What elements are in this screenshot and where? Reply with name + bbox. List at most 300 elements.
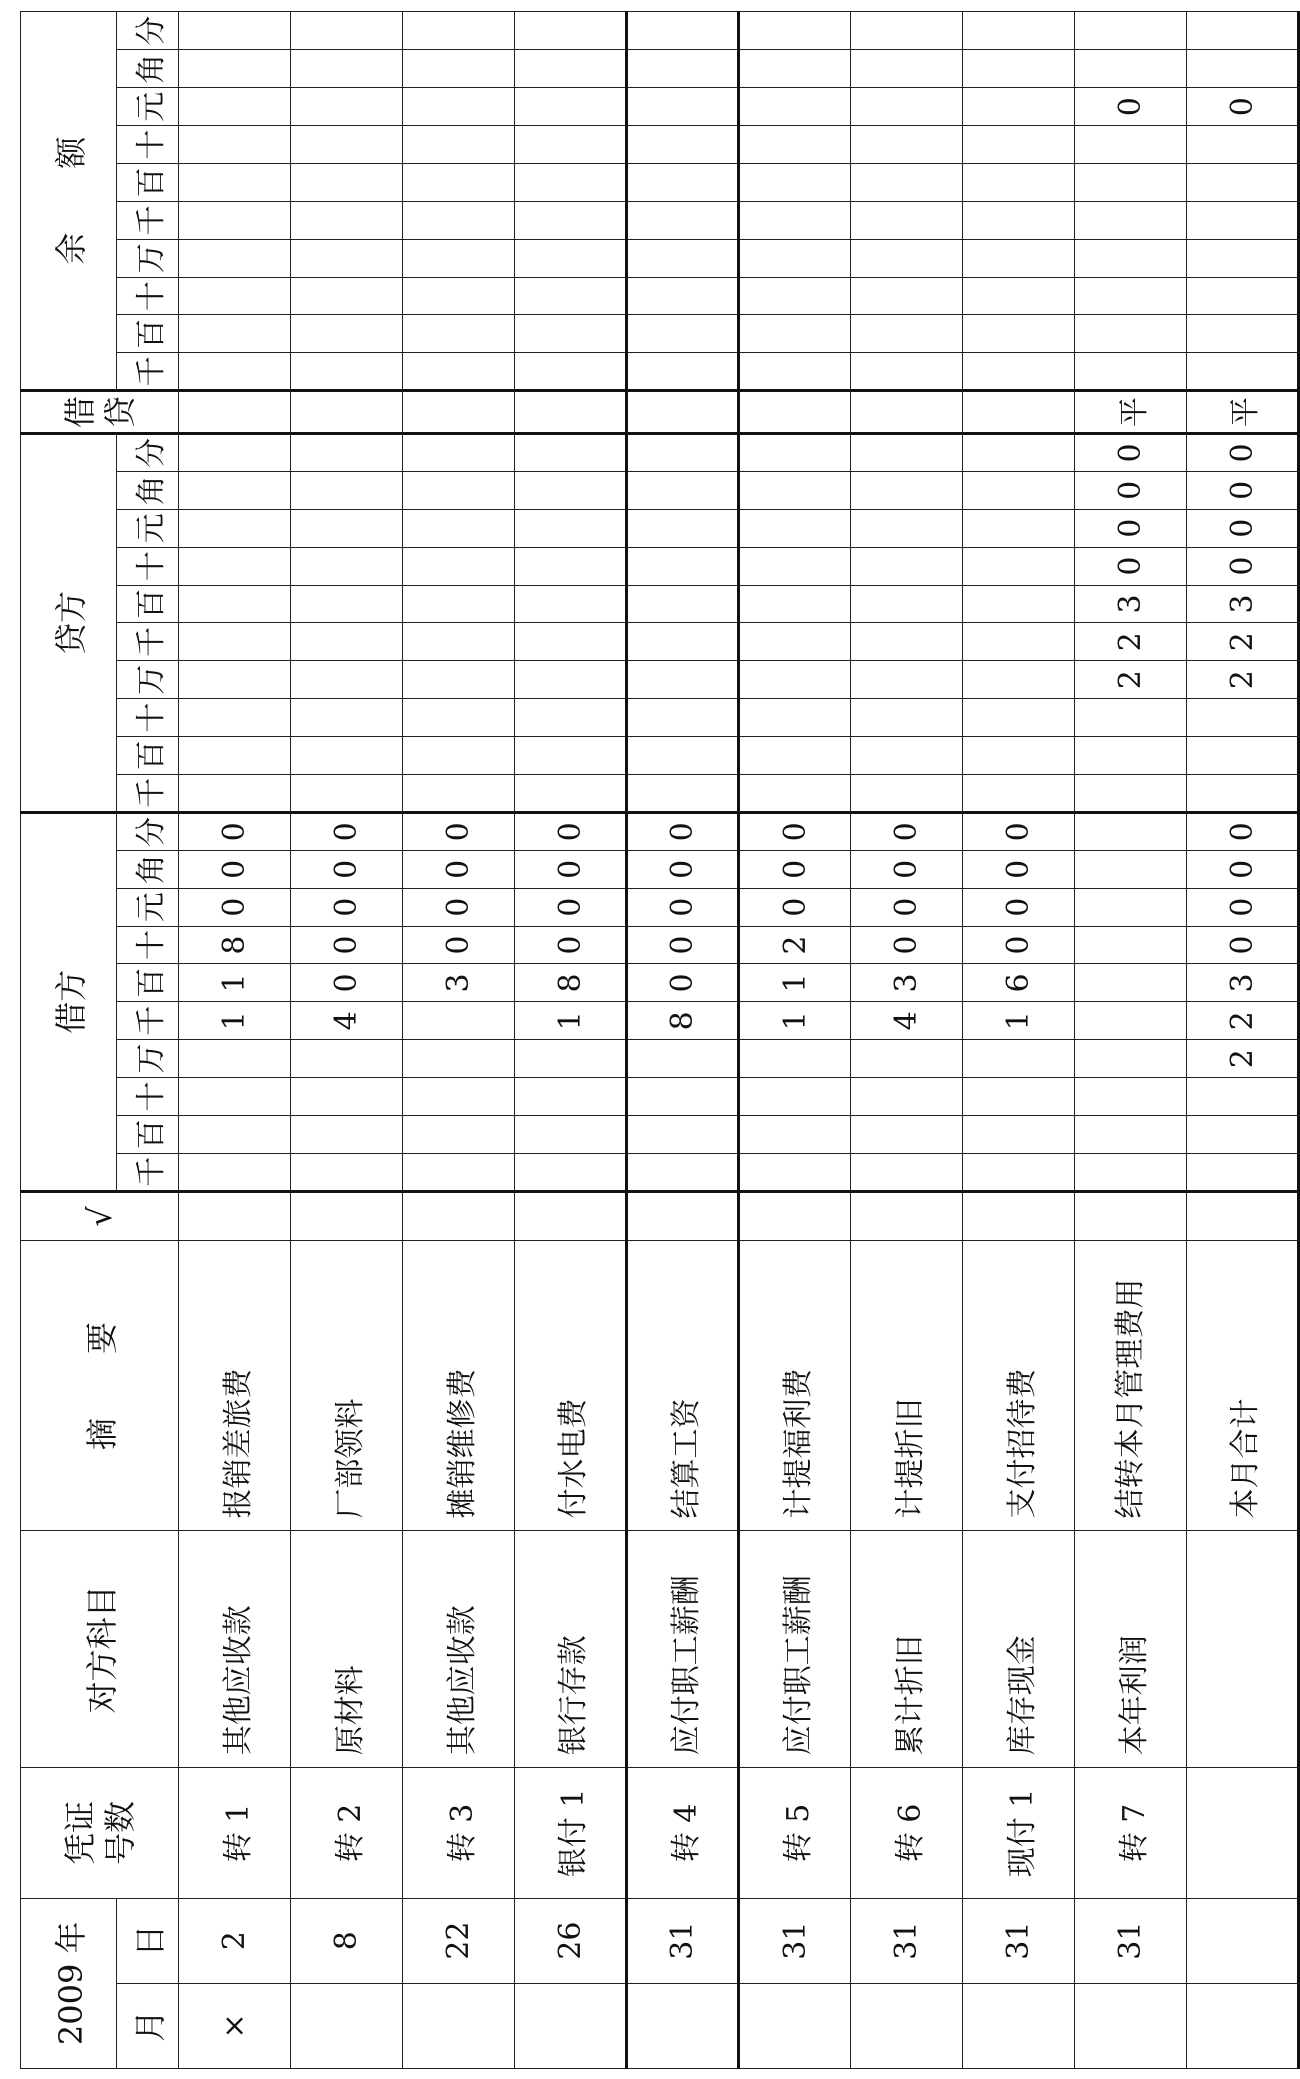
row-debit-digit: 4 — [851, 1002, 963, 1040]
row-day: 22 — [403, 1898, 515, 1983]
balance-unit-2: 十 — [117, 277, 179, 315]
ledger-row — [403, 12, 515, 2069]
row-balance-digit — [403, 239, 515, 277]
row-balance-digit — [403, 12, 515, 50]
row-debit-digit: 1 — [515, 1002, 627, 1040]
row-debit-digit: 8 — [515, 964, 627, 1002]
row-credit-digit — [515, 774, 627, 812]
row-credit-digit: 0 — [1075, 509, 1187, 547]
row-direction: 平 — [1075, 391, 1187, 434]
row-balance-digit — [627, 277, 739, 315]
row-day: 2 — [179, 1898, 291, 1983]
row-debit-digit: 0 — [1187, 926, 1299, 964]
row-balance-digit — [291, 50, 403, 88]
row-credit-digit — [851, 585, 963, 623]
row-debit-digit — [403, 1078, 515, 1116]
row-debit-digit — [1075, 1153, 1187, 1191]
row-debit-digit — [1187, 1153, 1299, 1191]
row-debit-digit — [179, 1153, 291, 1191]
row-day: 8 — [291, 1898, 403, 1983]
row-check — [739, 1191, 851, 1241]
row-day: 31 — [963, 1898, 1075, 1983]
row-balance-digit — [291, 315, 403, 353]
row-debit-digit — [1075, 850, 1187, 888]
credit-unit-0: 千 — [117, 774, 179, 812]
row-balance-digit — [1075, 12, 1187, 50]
row-balance-digit — [1075, 239, 1187, 277]
row-debit-digit — [627, 1040, 739, 1078]
debit-unit-9: 分 — [117, 812, 179, 850]
row-balance-digit — [963, 277, 1075, 315]
row-debit-digit: 0 — [627, 964, 739, 1002]
row-debit-digit: 0 — [963, 888, 1075, 926]
credit-unit-2: 十 — [117, 699, 179, 737]
row-credit-digit — [851, 547, 963, 585]
row-day — [1187, 1898, 1299, 1983]
credit-unit-5: 百 — [117, 585, 179, 623]
row-debit-digit: 6 — [963, 964, 1075, 1002]
row-balance-digit — [739, 50, 851, 88]
row-debit-digit — [627, 1153, 739, 1191]
row-summary: 计提福利费 — [739, 1241, 851, 1531]
row-balance-digit — [179, 50, 291, 88]
row-debit-digit: 0 — [403, 888, 515, 926]
row-credit-digit — [851, 737, 963, 775]
row-credit-digit — [291, 433, 403, 471]
row-balance-digit — [1187, 126, 1299, 164]
year-header: 2009 年 — [21, 1898, 117, 2068]
voucher-header-line-2: 号数 — [100, 1800, 139, 1865]
row-check — [851, 1191, 963, 1241]
row-credit-digit — [1187, 774, 1299, 812]
row-credit-digit: 0 — [1187, 433, 1299, 471]
row-balance-digit — [851, 201, 963, 239]
row-voucher: 现付 1 — [963, 1768, 1075, 1898]
row-debit-digit: 0 — [403, 812, 515, 850]
row-day: 31 — [851, 1898, 963, 1983]
balance-unit-0: 千 — [117, 353, 179, 391]
row-balance-digit — [403, 277, 515, 315]
row-balance-digit — [179, 126, 291, 164]
row-debit-digit: 0 — [739, 812, 851, 850]
direction-header-credit: 贷 — [100, 396, 139, 429]
row-balance-digit — [851, 164, 963, 202]
row-balance-digit — [739, 12, 851, 50]
row-balance-digit — [291, 201, 403, 239]
row-balance-digit — [1187, 164, 1299, 202]
row-debit-digit — [403, 1153, 515, 1191]
row-balance-digit — [963, 126, 1075, 164]
direction-header-debit: 借 — [60, 396, 99, 429]
row-balance-digit — [963, 50, 1075, 88]
ledger-row — [1187, 12, 1299, 2069]
row-credit-digit: 0 — [1187, 471, 1299, 509]
row-debit-digit — [1075, 888, 1187, 926]
row-balance-digit: 0 — [1187, 88, 1299, 126]
row-balance-digit — [739, 277, 851, 315]
row-debit-digit: 0 — [851, 888, 963, 926]
row-debit-digit — [851, 1040, 963, 1078]
row-credit-digit — [963, 699, 1075, 737]
row-debit-digit: 0 — [963, 850, 1075, 888]
row-credit-digit — [739, 547, 851, 585]
balance-unit-6: 十 — [117, 126, 179, 164]
balance-unit-7: 元 — [117, 88, 179, 126]
row-credit-digit: 2 — [1187, 661, 1299, 699]
row-balance-digit — [627, 201, 739, 239]
row-balance-digit — [403, 353, 515, 391]
row-balance-digit — [179, 88, 291, 126]
row-debit-digit — [515, 1078, 627, 1116]
row-debit-digit — [851, 1115, 963, 1153]
row-debit-digit: 0 — [627, 926, 739, 964]
row-balance-digit — [1075, 277, 1187, 315]
row-counter-account: 其他应收款 — [403, 1531, 515, 1768]
row-month — [627, 1983, 739, 2068]
row-debit-digit — [403, 1040, 515, 1078]
row-debit-digit — [1075, 926, 1187, 964]
row-credit-digit — [291, 585, 403, 623]
row-credit-digit — [963, 471, 1075, 509]
row-debit-digit: 0 — [291, 888, 403, 926]
row-balance-digit — [739, 353, 851, 391]
row-summary: 本月合计 — [1187, 1241, 1299, 1531]
row-day: 31 — [739, 1898, 851, 1983]
row-balance-digit — [291, 126, 403, 164]
row-check — [963, 1191, 1075, 1241]
row-debit-digit: 8 — [627, 1002, 739, 1040]
row-credit-digit — [1075, 774, 1187, 812]
row-voucher: 转 6 — [851, 1768, 963, 1898]
row-credit-digit — [627, 699, 739, 737]
row-counter-account: 应付职工薪酬 — [627, 1531, 739, 1768]
row-balance-digit — [851, 12, 963, 50]
row-credit-digit — [963, 623, 1075, 661]
credit-unit-9: 分 — [117, 433, 179, 471]
row-check — [1187, 1191, 1299, 1241]
ledger-row — [179, 12, 291, 2069]
row-balance-digit — [515, 201, 627, 239]
voucher-header-line-1: 凭证 — [60, 1800, 99, 1865]
debit-unit-3: 万 — [117, 1040, 179, 1078]
day-header: 日 — [117, 1898, 179, 1983]
row-debit-digit — [291, 1078, 403, 1116]
row-balance-digit — [403, 126, 515, 164]
row-credit-digit — [627, 774, 739, 812]
row-credit-digit — [291, 623, 403, 661]
row-balance-digit — [179, 315, 291, 353]
row-balance-digit — [739, 201, 851, 239]
row-balance-digit — [291, 277, 403, 315]
row-credit-digit — [963, 547, 1075, 585]
row-direction: 平 — [1187, 391, 1299, 434]
row-credit-digit — [515, 737, 627, 775]
row-balance-digit — [515, 353, 627, 391]
row-debit-digit: 0 — [291, 850, 403, 888]
row-month — [291, 1983, 403, 2068]
row-debit-digit — [963, 1153, 1075, 1191]
row-credit-digit: 3 — [1187, 585, 1299, 623]
row-balance-digit — [851, 50, 963, 88]
row-balance-digit — [515, 315, 627, 353]
row-debit-digit — [739, 1153, 851, 1191]
row-credit-digit — [851, 661, 963, 699]
row-debit-digit: 0 — [291, 926, 403, 964]
row-direction — [851, 391, 963, 434]
row-credit-digit — [963, 433, 1075, 471]
row-balance-digit — [1187, 50, 1299, 88]
row-debit-digit — [1075, 1002, 1187, 1040]
row-balance-digit — [739, 164, 851, 202]
row-debit-digit — [851, 1078, 963, 1116]
row-credit-digit — [291, 547, 403, 585]
row-credit-digit — [739, 585, 851, 623]
row-credit-digit — [739, 623, 851, 661]
row-debit-digit: 0 — [403, 850, 515, 888]
row-credit-digit — [403, 774, 515, 812]
debit-unit-7: 元 — [117, 888, 179, 926]
row-credit-digit — [403, 585, 515, 623]
row-debit-digit: 8 — [179, 926, 291, 964]
credit-unit-8: 角 — [117, 471, 179, 509]
row-debit-digit: 3 — [851, 964, 963, 1002]
row-counter-account: 本年利润 — [1075, 1531, 1187, 1768]
ledger-row — [627, 12, 739, 2069]
row-balance-digit — [851, 315, 963, 353]
ledger-row — [851, 12, 963, 2069]
row-credit-digit: 0 — [1075, 471, 1187, 509]
row-balance-digit — [963, 88, 1075, 126]
row-balance-digit — [627, 239, 739, 277]
row-day: 31 — [1075, 1898, 1187, 1983]
row-debit-digit — [963, 1115, 1075, 1153]
debit-unit-0: 千 — [117, 1153, 179, 1191]
credit-unit-6: 十 — [117, 547, 179, 585]
row-voucher — [1187, 1768, 1299, 1898]
row-check — [403, 1191, 515, 1241]
row-debit-digit: 0 — [627, 850, 739, 888]
row-balance-digit — [739, 315, 851, 353]
row-debit-digit: 0 — [627, 812, 739, 850]
row-credit-digit — [627, 471, 739, 509]
row-summary: 摊销维修费 — [403, 1241, 515, 1531]
row-debit-digit — [179, 1040, 291, 1078]
row-credit-digit — [851, 471, 963, 509]
row-direction — [627, 391, 739, 434]
credit-unit-3: 万 — [117, 661, 179, 699]
row-credit-digit: 2 — [1075, 623, 1187, 661]
row-credit-digit — [739, 661, 851, 699]
debit-unit-5: 百 — [117, 964, 179, 1002]
row-credit-digit — [739, 509, 851, 547]
row-voucher: 转 7 — [1075, 1768, 1187, 1898]
balance-header: 余 额 — [21, 12, 117, 391]
row-debit-digit: 0 — [739, 850, 851, 888]
row-credit-digit — [403, 433, 515, 471]
row-credit-digit: 2 — [1187, 623, 1299, 661]
row-balance-digit — [851, 88, 963, 126]
row-counter-account: 银行存款 — [515, 1531, 627, 1768]
row-debit-digit: 3 — [1187, 964, 1299, 1002]
row-balance-digit — [1187, 353, 1299, 391]
row-debit-digit: 1 — [179, 1002, 291, 1040]
row-balance-digit — [851, 353, 963, 391]
balance-unit-3: 万 — [117, 239, 179, 277]
row-direction — [291, 391, 403, 434]
row-credit-digit: 0 — [1075, 433, 1187, 471]
row-debit-digit: 0 — [963, 926, 1075, 964]
row-balance-digit — [515, 88, 627, 126]
row-summary: 厂部领料 — [291, 1241, 403, 1531]
row-credit-digit — [179, 547, 291, 585]
row-day: 26 — [515, 1898, 627, 1983]
row-counter-account: 库存现金 — [963, 1531, 1075, 1768]
row-credit-digit — [963, 585, 1075, 623]
counter-account-header: 对方科目 — [21, 1531, 179, 1768]
header-row-1 — [21, 12, 117, 2069]
row-balance-digit — [515, 126, 627, 164]
row-balance-digit — [627, 353, 739, 391]
row-debit-digit — [1075, 1040, 1187, 1078]
ledger-row — [291, 12, 403, 2069]
row-credit-digit: 0 — [1187, 547, 1299, 585]
row-balance-digit — [1187, 315, 1299, 353]
row-debit-digit — [627, 1078, 739, 1116]
row-debit-digit: 0 — [403, 926, 515, 964]
row-credit-digit — [291, 661, 403, 699]
row-debit-digit — [739, 1040, 851, 1078]
row-balance-digit — [963, 12, 1075, 50]
row-balance-digit — [851, 239, 963, 277]
row-debit-digit: 3 — [403, 964, 515, 1002]
row-balance-digit — [291, 239, 403, 277]
row-counter-account: 累计折旧 — [851, 1531, 963, 1768]
row-credit-digit — [627, 661, 739, 699]
row-credit-digit — [179, 585, 291, 623]
row-debit-digit: 0 — [851, 850, 963, 888]
row-debit-digit — [627, 1115, 739, 1153]
row-debit-digit — [739, 1078, 851, 1116]
ledger-row — [739, 12, 851, 2069]
row-counter-account: 应付职工薪酬 — [739, 1531, 851, 1768]
row-month — [739, 1983, 851, 2068]
row-balance-digit — [291, 164, 403, 202]
credit-unit-4: 千 — [117, 623, 179, 661]
row-credit-digit — [627, 433, 739, 471]
row-credit-digit — [291, 509, 403, 547]
row-debit-digit: 0 — [963, 812, 1075, 850]
row-debit-digit — [179, 1115, 291, 1153]
row-credit-digit — [179, 737, 291, 775]
row-balance-digit — [627, 126, 739, 164]
row-balance-digit — [291, 12, 403, 50]
row-credit-digit — [515, 699, 627, 737]
check-mark-header: √ — [21, 1191, 179, 1241]
row-credit-digit — [403, 509, 515, 547]
row-voucher: 转 3 — [403, 1768, 515, 1898]
ledger-table — [20, 11, 1300, 2069]
row-credit-digit: 0 — [1187, 509, 1299, 547]
row-credit-digit — [515, 509, 627, 547]
row-debit-digit — [1187, 1078, 1299, 1116]
row-balance-digit — [1187, 239, 1299, 277]
row-balance-digit — [963, 201, 1075, 239]
row-credit-digit — [963, 509, 1075, 547]
row-balance-digit — [515, 50, 627, 88]
row-debit-digit: 4 — [291, 1002, 403, 1040]
row-debit-digit: 0 — [179, 888, 291, 926]
balance-unit-4: 千 — [117, 201, 179, 239]
row-credit-digit — [963, 737, 1075, 775]
row-check — [627, 1191, 739, 1241]
debit-unit-4: 千 — [117, 1002, 179, 1040]
row-debit-digit — [179, 1078, 291, 1116]
month-header: 月 — [117, 1983, 179, 2068]
row-credit-digit — [1187, 699, 1299, 737]
row-counter-account — [1187, 1531, 1299, 1768]
row-check — [291, 1191, 403, 1241]
row-balance-digit — [1075, 201, 1187, 239]
row-debit-digit: 0 — [291, 964, 403, 1002]
row-balance-digit — [179, 277, 291, 315]
row-credit-digit — [291, 699, 403, 737]
row-credit-digit — [851, 433, 963, 471]
row-debit-digit: 2 — [739, 926, 851, 964]
credit-header: 贷方 — [21, 433, 117, 812]
row-debit-digit: 2 — [1187, 1002, 1299, 1040]
row-debit-digit — [851, 1153, 963, 1191]
row-credit-digit — [179, 661, 291, 699]
row-debit-digit — [515, 1040, 627, 1078]
row-direction — [963, 391, 1075, 434]
row-balance-digit — [179, 12, 291, 50]
row-balance-digit — [963, 315, 1075, 353]
summary-header: 摘 要 — [21, 1241, 179, 1531]
row-balance-digit — [851, 126, 963, 164]
row-balance-digit: 0 — [1075, 88, 1187, 126]
row-credit-digit — [627, 547, 739, 585]
row-credit-digit — [403, 699, 515, 737]
row-credit-digit — [739, 737, 851, 775]
ledger-row — [1075, 12, 1187, 2069]
row-summary: 报销差旅费 — [179, 1241, 291, 1531]
row-credit-digit — [1075, 737, 1187, 775]
row-balance-digit — [1187, 12, 1299, 50]
row-balance-digit — [403, 201, 515, 239]
credit-unit-1: 百 — [117, 737, 179, 775]
balance-unit-1: 百 — [117, 315, 179, 353]
row-credit-digit — [739, 774, 851, 812]
row-debit-digit: 0 — [851, 812, 963, 850]
row-debit-digit — [963, 1078, 1075, 1116]
debit-unit-1: 百 — [117, 1115, 179, 1153]
row-credit-digit — [1187, 737, 1299, 775]
row-balance-digit — [627, 12, 739, 50]
row-debit-digit: 0 — [179, 850, 291, 888]
row-credit-digit — [1075, 699, 1187, 737]
row-balance-digit — [179, 201, 291, 239]
row-voucher: 转 4 — [627, 1768, 739, 1898]
debit-header: 借方 — [21, 812, 117, 1191]
row-debit-digit — [291, 1040, 403, 1078]
row-direction — [515, 391, 627, 434]
row-balance-digit — [515, 239, 627, 277]
row-debit-digit: 0 — [515, 850, 627, 888]
row-debit-digit: 0 — [291, 812, 403, 850]
row-debit-digit — [739, 1115, 851, 1153]
row-debit-digit — [1075, 1078, 1187, 1116]
row-credit-digit — [515, 471, 627, 509]
